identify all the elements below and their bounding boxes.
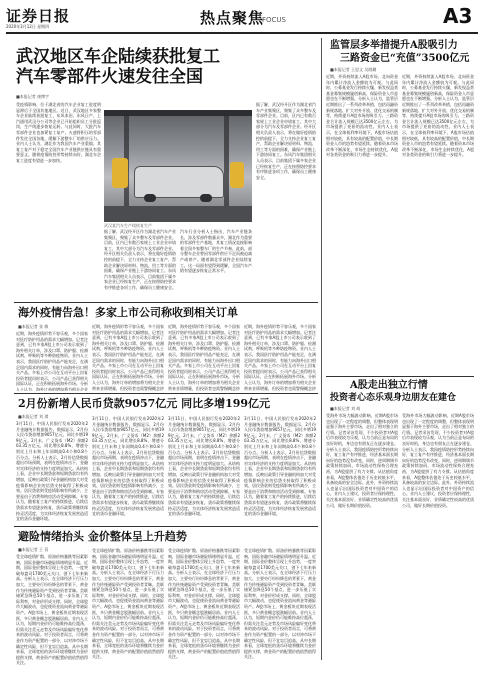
- overseas-body-col3: 近期，海外疫情形势不容乐观，多个国家对医疗防护用品的需求大幅增加。记者注意到，已有多家A股上市公司表示收到了海外相关订单，涉及口罩、防护服、检测试剂、呼吸机等多种防疫物资。业内人士表示，我国医疗防护用品产能充足，在满足国内需求的同时，有能力向海外出口相关产品。多家上市公司在互动平台上回复投资者提问时表示，公司产品已获得相关国际认证，正在积极拓展海外市场。分析人士认为，海外订单的增加将为相关企业带来业绩增量，但投资者也需警惕概念炒: [168, 324, 240, 391]
- wuhan-headline-line2: 汽车零部件火速发往全国: [16, 67, 203, 87]
- gold-body-col2: 受全球疫情扩散、原油价格暴跌等因素影响，国际金融市场避险情绪明显升温。近期，国际金价整体呈现上升趋势，一度突破每盎司1700美元关口，创下七年来新高。分析人士表示，在全球经济下行压力加大、主要央行纷纷降息的背景下，黄金作为传统避险资产受到投资者青睐。美联储紧急降息50个基点，进一步压低了实际利率，对金价形成支撑。同时，全球股市大幅波动，也促使资金流向黄金等避险资产。A股市场上，黄金板块近期表现活跃，多只黄金概念股涨幅居前。业内人士认为，短期内金价仍可能维持高位震荡，但需关注美元走势及市场风险偏好变化带来的波动风险。对于投资者而言，可将黄金作为资产配置的一部分，以对冲市场不确定性风险，但不宜盲目追高。从中长期来看，全球宽松的货币环境将继续为金价提供支撑，黄金资产的配置价值依然值得关注。: [92, 548, 164, 660]
- loans-body-col2: 3月11日，中国人民银行发布2020年2月金融统计数据报告。数据显示，2月份人民币贷款增加9057亿元，同比多增199亿元。2月末，广义货币（M2）余额203.35万亿元，同比增长8.8%，增速分别比上月末和上年同期高0.4个和0.8个百分点。分析人士表示，2月份信贷数据超出市场预期，表明在疫情冲击下，金融对实体经济的支持力度明显加大。从结构上看，企业中长期贷款和短期贷款均有所增加，反映出政策引导金融机构加大对受疫情影响企业的信贷支持取得了积极成效。居民贷款则受疫情影响有所减少，主要是由于消费和购房活动受到抑制。专家认为，随着复工复产的持续推进，后续信贷需求有望逐步恢复，货币政策将继续保持灵活适度，为实体经济恢复发展营造适宜的货币金融环境。: [92, 416, 164, 517]
- regulator-headline-line2: 三路资金已“充值”3500亿元: [340, 53, 470, 64]
- newspaper-logo: 证券日报: [6, 7, 71, 25]
- gold-byline: ■本报记者 王 蓉: [18, 547, 49, 552]
- wuhan-body-col1: 受疫情影响，位于湖北省的汽车企业复工进度明显滞后于全国其他地区。近日，武汉地区多家整车企业陆续获批复工，东风本田、东风日产、上汽通用武汉分公司等企业已开始组织员工分批返岗，生产线逐步恢复运转。与此同时，大批汽车零部件企业也加紧复工复产，火速将积压的零部件发往全国各地，缓解下游整车厂的供应压力。业内人士认为，湖北作为我国汽车产业重镇，其复工复产对于稳定全国汽车产业链供应链具有重要意义。随着疫情防控形势持续向好，湖北车企复工进度有望进一步加快。: [16, 102, 101, 163]
- section-title: 热点聚焦: [200, 9, 265, 27]
- wuhan-body-col3: 汽车行业分析人士指出，汽车产业链条长，涉及零部件数量众多，湖北作为重要的零部件生产基地，其复工情况直接影响着全国多家整车厂的生产节奏。此前，部分整车企业曾因零部件供应不足而被迫减产或停产。随着湖北零部件企业陆续复工，这一局面有望得到缓解，全国汽车产销有望逐步恢复正常水平。: [180, 229, 252, 274]
- overseas-byline: ■本报记者 张 敏: [18, 324, 49, 329]
- loans-body-col3: 3月11日，中国人民银行发布2020年2月金融统计数据报告。数据显示，2月份人民币贷款增加9057亿元，同比多增199亿元。2月末，广义货币（M2）余额203.35万亿元，同比增长8.8%，增速分别比上月末和上年同期高0.4个和0.8个百分点。分析人士表示，2月份信贷数据超出市场预期，表明在疫情冲击下，金融对实体经济的支持力度明显加大。从结构上看，企业中长期贷款和短期贷款均有所增加，反映出政策引导金融机构加大对受疫情影响企业的信贷支持取得了积极成效。居民贷款则受疫情影响有所减少，主要是由于消费和购房活动受到抑制。专家认为，随着复工复产的持续推进，后续信贷需求有望逐步恢复，货币政策将继续保持灵活适度，为实体经济恢复发展营造适宜的货币金融环境。: [168, 416, 240, 517]
- section-rule: [14, 302, 318, 303]
- column-divider: [321, 38, 322, 660]
- overseas-headline: 海外疫情告急！多家上市公司称收到相关订单: [18, 306, 238, 319]
- car-factory-photo: [104, 110, 252, 222]
- regulator-headline-line1: 监管层多举措提升A股吸引力: [330, 40, 458, 51]
- gold-headline: 避险情绪抬头 金价整体呈上升趋势: [18, 530, 187, 543]
- overseas-body-col2: 近期，海外疫情形势不容乐观，多个国家对医疗防护用品的需求大幅增加。记者注意到，已有多家A股上市公司表示收到了海外相关订单，涉及口罩、防护服、检测试剂、呼吸机等多种防疫物资。业内人士表示，我国医疗防护用品产能充足，在满足国内需求的同时，有能力向海外出口相关产品。多家上市公司在互动平台上回复投资者提问时表示，公司产品已获得相关国际认证，正在积极拓展海外市场。分析人士认为，海外订单的增加将为相关企业带来业绩增量，但投资者也需警惕概念炒: [92, 324, 164, 391]
- ashare-body-col1: 受海外市场大幅波动影响，近期A股市场也出现了一定程度的调整，但整体表现明显强于海外主要市场，走出了相对独立的行情。记者采访发现，不少投资者对A股后市表现较为乐观，认为当前正是布局的良好时机，身边也有朋友正在逐步建仓。分析人士表示，我国疫情防控形势持续向好，复工复产有序推进，经济基本面长期向好的趋势没有改变。同时，逆周期调节政策持续加码，市场流动性保持合理充裕，为A股提供了有力支撑。从估值角度来看，A股整体估值处于历史较低水平，具备较高的安全边际。此外，外资持续流入也显示出国际投资者对中国资产的信心。业内人士建议，投资者应保持理性，关注基本面良好、业绩确定性较高的优质公司，做好长期价值投资。: [326, 413, 398, 508]
- loans-headline: 2月份新增人民币贷款9057亿元 同比多增199亿元: [18, 397, 271, 410]
- section-rule: [14, 526, 318, 527]
- loans-byline: ■本报记者 刘 琪: [18, 414, 49, 419]
- overseas-body-col1: 近期，海外疫情形势不容乐观，多个国家对医疗防护用品的需求大幅增加。记者注意到，已有多家A股上市公司表示收到了海外相关订单，涉及口罩、防护服、检测试剂、呼吸机等多种防疫物资。业内人士表示，我国医疗防护用品产能充足，在满足国内需求的同时，有能力向海外出口相关产品。多家上市公司在互动平台上回复投资者提问时表示，公司产品已获得相关国际认证，正在积极拓展海外市场。分析人士认为，海外订单的增加将为相关企业: [16, 331, 88, 391]
- masthead-rule: [6, 32, 478, 34]
- photo-caption: 武汉某汽车生产线恢复生产: [104, 223, 152, 228]
- loans-body-col1: 3月11日，中国人民银行发布2020年2月金融统计数据报告。数据显示，2月份人民币贷款增加9057亿元，同比多增199亿元。2月末，广义货币（M2）余额203.35万亿元，同比增长8.8%，增速分别比上月末和上年同期高0.4个和0.8个百分点。分析人士表示，2月份信贷数据超出市场预期，表明在疫情冲击下，金融对实体经济的支持力度明显加大。从结构上看，企业中长期贷款和短期贷款均有所增加，反映出政策引导金融机构加大对受疫情影响企业的信贷支持取得了积极成效。居民贷款则受疫情影响有所减少，主要是由于消费和购房活动受到抑制。专家认为，随着复工复产的持续推进，后续信贷需求有望逐步恢复，货币政策将继续保持灵活适度，为实体经济恢复发展营造适宜的货币金融环境。: [16, 421, 88, 521]
- regulator-body-col1: 近期，外资持续流入A股市场，北向资金年内累计净流入金额较为可观。与此同时，公募基金发行持续火爆，新发权益类基金募集规模屡创新高，保险资金入市意愿也在不断增强。分析人士认为，监管层近期推出了一系列改革举措，包括再融资新规落地、扩大对外开放、优化交易机制等，持续提升A股市场的吸引力。三路资金合计流入规模已达3500亿元左右，为市场提供了充裕的流动性。业内人士表示，在全球低利率环境下，A股市场估值相对较低，具有较高的配置价值，中长期资金入市的趋势有望延续。随着资本市场改革不断深化，市场生态持续优化，A股对各类资金的吸引力将进一步提升。: [326, 74, 398, 158]
- regulator-body-col2: 近期，外资持续流入A股市场，北向资金年内累计净流入金额较为可观。与此同时，公募基金发行持续火爆，新发权益类基金募集规模屡创新高，保险资金入市意愿也在不断增强。分析人士认为，监管层近期推出了一系列改革举措，包括再融资新规落地、扩大对外开放、优化交易机制等，持续提升A股市场的吸引力。三路资金合计流入规模已达3500亿元左右，为市场提供了充裕的流动性。业内人士表示，在全球低利率环境下，A股市场估值相对较低，具有较高的配置价值，中长期资金入市的趋势有望延续。随着资本市场改革不断深化，市场生态持续优化，A股对各类资金的吸引力将进一步提升。: [402, 74, 474, 158]
- wuhan-body-col2: 据了解，武汉经开区作为湖北省汽车产业集聚区，聚集了众多整车及零部件企业。目前，区内已有数百家规上工业企业申请复工，其中大部分为汽车及零部件企业。经开区相关负责人表示，将在做好疫情防控的前提下，全力支持企业复工复产，帮助企业解决原材料、物流、用工等方面的困难，确保产业链上下游协同复工。东风汽车集团相关人员表示，目前集团下属多家企业已经恢复生产，正在按照防控要求有序推进各项工作，确保员工健康安全。: [104, 229, 176, 290]
- section-rule: [326, 376, 474, 377]
- issue-date: 2020年3月12日 星期四: [6, 24, 50, 29]
- gold-body-col4: 受全球疫情扩散、原油价格暴跌等因素影响，国际金融市场避险情绪明显升温。近期，国际金价整体呈现上升趋势，一度突破每盎司1700美元关口，创下七年来新高。分析人士表示，在全球经济下行压力加大、主要央行纷纷降息的背景下，黄金作为传统避险资产受到投资者青睐。美联储紧急降息50个基点，进一步压低了实际利率，对金价形成支撑。同时，全球股市大幅波动，也促使资金流向黄金等避险资产。A股市场上，黄金板块近期表现活跃，多只黄金概念股涨幅居前。业内人士认为，短期内金价仍可能维持高位震荡，但需关注美元走势及市场风险偏好变化带来的波动风险。对于投资者而言，可将黄金作为资产配置的一部分，以对冲市场不确定性风险，但不宜盲目追高。从中长期来看，全球宽松的货币环境将继续为金价提供支撑，黄金资产的配置价值依然值得关注。: [244, 548, 316, 660]
- section-rule: [14, 393, 318, 394]
- loans-body-col4: 3月11日，中国人民银行发布2020年2月金融统计数据报告。数据显示，2月份人民币贷款增加9057亿元，同比多增199亿元。2月末，广义货币（M2）余额203.35万亿元，同比增长8.8%，增速分别比上月末和上年同期高0.4个和0.8个百分点。分析人士表示，2月份信贷数据超出市场预期，表明在疫情冲击下，金融对实体经济的支持力度明显加大。从结构上看，企业中长期贷款和短期贷款均有所增加，反映出政策引导金融机构加大对受疫情影响企业的信贷支持取得了积极成效。居民贷款则受疫情影响有所减少，主要是由于消费和购房活动受到抑制。专家认为，随着复工复产的持续推进，后续信贷需求有望逐步恢复，货币政策将继续保持灵活适度，为实体经济恢复发展营造适宜的货币金融环境。: [244, 416, 316, 517]
- page-number: A3: [443, 4, 473, 28]
- overseas-body-col4: 近期，海外疫情形势不容乐观，多个国家对医疗防护用品的需求大幅增加。记者注意到，已有多家A股上市公司表示收到了海外相关订单，涉及口罩、防护服、检测试剂、呼吸机等多种防疫物资。业内人士表示，我国医疗防护用品产能充足，在满足国内需求的同时，有能力向海外出口相关产品。多家上市公司在互动平台上回复投资者提问时表示，公司产品已获得相关国际认证，正在积极拓展海外市场。分析人士认为，海外订单的增加将为相关企业带来业绩增量，但投资者也需警惕概念炒: [244, 324, 316, 391]
- ashare-byline: ■本报记者 刘 萌: [330, 406, 361, 411]
- wuhan-body-col4: 据了解，武汉经开区作为湖北省汽车产业集聚区，聚集了众多整车及零部件企业。目前，区内已有数百家规上工业企业申请复工，其中大部分为汽车及零部件企业。经开区相关负责人表示，将在做好疫情防控的前提下，全力支持企业复工复产，帮助企业解决原材料、物流、用工等方面的困难，确保产业链上下游协同复工。东风汽车集团相关人员表示，目前集团下属多家企业已经恢复生产，正在按照防控要求有序推进各项工作，确保员工健康安全。: [256, 102, 316, 180]
- regulator-byline: ■本报记者 王思文 吴晓璐: [330, 67, 377, 72]
- wuhan-headline-line1: 武汉地区车企陆续获批复工: [16, 47, 220, 67]
- gold-body-col3: 受全球疫情扩散、原油价格暴跌等因素影响，国际金融市场避险情绪明显升温。近期，国际金价整体呈现上升趋势，一度突破每盎司1700美元关口，创下七年来新高。分析人士表示，在全球经济下行压力加大、主要央行纷纷降息的背景下，黄金作为传统避险资产受到投资者青睐。美联储紧急降息50个基点，进一步压低了实际利率，对金价形成支撑。同时，全球股市大幅波动，也促使资金流向黄金等避险资产。A股市场上，黄金板块近期表现活跃，多只黄金概念股涨幅居前。业内人士认为，短期内金价仍可能维持高位震荡，但需关注美元走势及市场风险偏好变化带来的波动风险。对于投资者而言，可将黄金作为资产配置的一部分，以对冲市场不确定性风险，但不宜盲目追高。从中长期来看，全球宽松的货币环境将继续为金价提供支撑，黄金资产的配置价值依然值得关注。: [168, 548, 240, 660]
- wuhan-byline: ■本报记者 康博宇: [16, 94, 50, 99]
- ashare-headline-line2: 投资者心态乐观身边朋友在建仓: [330, 393, 457, 403]
- ashare-headline-line1: A股走出独立行情: [350, 380, 428, 391]
- gold-body-col1: 受全球疫情扩散、原油价格暴跌等因素影响，国际金融市场避险情绪明显升温。近期，国际金价整体呈现上升趋势，一度突破每盎司1700美元关口，创下七年来新高。分析人士表示，在全球经济下行压力加大、主要央行纷纷降息的背景下，黄金作为传统避险资产受到投资者青睐。美联储紧急降息50个基点，进一步压低了实际利率，对金价形成支撑。同时，全球股市大幅波动，也促使资金流向黄金等避险资产。A股市场上，黄金板块近期表现活跃，多只黄金概念股涨幅居前。业内人士认为，短期内金价仍可能维持高位震荡，但需关注美元走势及市场风险偏好变化带来的波动风险。对于投资者而言，可将黄金作为资产配置的一部分，以对冲市场不确定性风险，但不宜盲目追高。从中长期来看，全球宽松的货币环境将继续为金价提供支撑，黄金资产的配置价值依然值得关注。: [16, 554, 88, 666]
- section-subtitle: FOCUS: [262, 16, 286, 24]
- ashare-body-col2: 受海外市场大幅波动影响，近期A股市场也出现了一定程度的调整，但整体表现明显强于海外主要市场，走出了相对独立的行情。记者采访发现，不少投资者对A股后市表现较为乐观，认为当前正是布局的良好时机，身边也有朋友正在逐步建仓。分析人士表示，我国疫情防控形势持续向好，复工复产有序推进，经济基本面长期向好的趋势没有改变。同时，逆周期调节政策持续加码，市场流动性保持合理充裕，为A股提供了有力支撑。从估值角度来看，A股整体估值处于历史较低水平，具备较高的安全边际。此外，外资持续流入也显示出国际投资者对中国资产的信心。业内人士建议，投资者应保持理性，关注基本面良好、业绩确定性较高的优质公司，做好长期价值投资。: [402, 413, 474, 508]
